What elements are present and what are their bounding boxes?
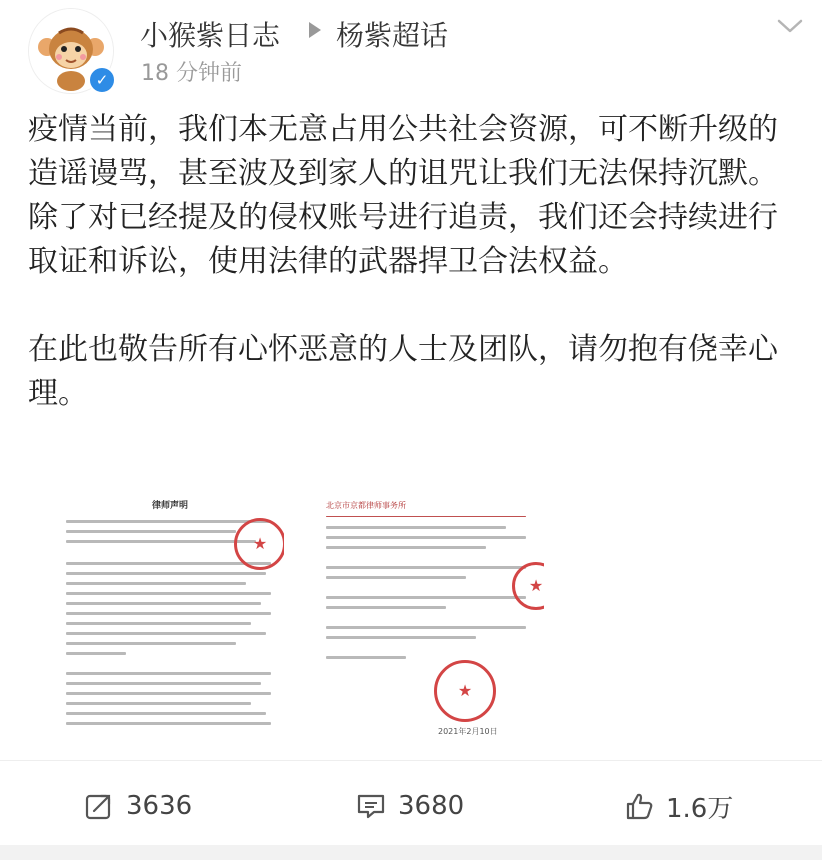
repost-button[interactable] xyxy=(84,786,192,826)
post-images xyxy=(28,490,798,740)
red-seal-icon xyxy=(512,562,544,610)
repost-count: 3636 xyxy=(126,791,193,821)
topic-link[interactable]: 杨紫超话 xyxy=(336,19,449,52)
post-paragraph: 疫情当前，我们本无意占用公共社会资源，可不断升级的造谣谩骂，甚至波及到家人的诅咒让我们无法保持沉默。除了对已经提及的侵权账号进行追责，我们还会持续进行取证和诉讼，使用法律的武器捍卫合法权益。 xyxy=(28,112,778,279)
post-actions xyxy=(0,770,822,840)
thumbs-up-icon xyxy=(624,791,654,821)
divider xyxy=(0,760,822,761)
post-paragraph: 在此也敬告所有心怀恶意的人士及团队，请勿抱有侥幸心理。 xyxy=(28,332,778,411)
post-time: 18 分钟前 xyxy=(141,61,242,86)
red-seal-icon xyxy=(234,518,284,570)
bottom-separator xyxy=(0,845,822,860)
letter-date: 2021年2月10日 xyxy=(438,727,498,736)
username[interactable]: 小猴紫日志 xyxy=(140,19,281,52)
doc-title: 律师声明 xyxy=(151,501,188,511)
comment-button[interactable] xyxy=(356,786,464,826)
lawyer-statement-image[interactable] xyxy=(56,490,284,740)
like-button[interactable] xyxy=(624,786,733,826)
post-content xyxy=(28,108,798,416)
post-header xyxy=(0,0,822,110)
verified-badge-icon: ✓ xyxy=(88,66,116,94)
law-firm-letter-image[interactable] xyxy=(316,490,544,740)
comment-icon xyxy=(356,791,386,821)
law-firm-name: 北京市京都律师事务所 xyxy=(326,501,406,510)
share-icon xyxy=(84,791,114,821)
red-seal-icon xyxy=(434,660,496,722)
chevron-down-icon[interactable] xyxy=(776,16,804,36)
like-count: 1.6万 xyxy=(666,793,734,824)
play-triangle-icon xyxy=(309,22,321,38)
comment-count: 3680 xyxy=(398,791,465,821)
